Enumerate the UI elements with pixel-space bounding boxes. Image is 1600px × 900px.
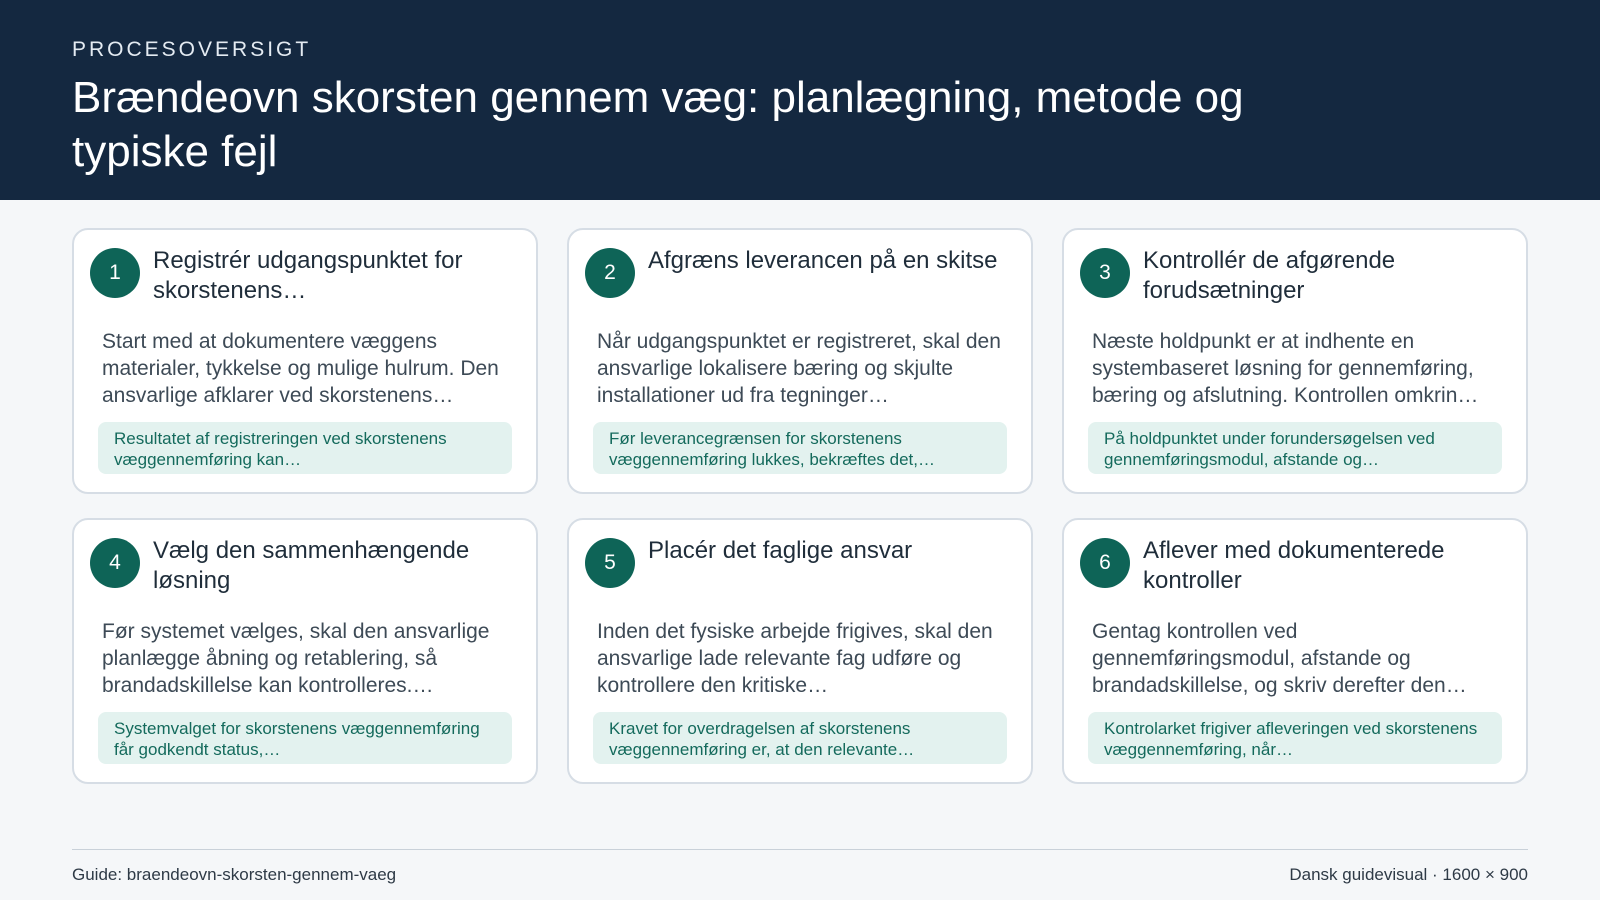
step-number-badge: 1 xyxy=(90,248,140,298)
step-number-badge: 3 xyxy=(1080,248,1130,298)
step-title: Registrér udgangspunktet for skorstenens… xyxy=(153,247,463,304)
header xyxy=(0,0,1600,200)
step-card-2 xyxy=(567,228,1033,494)
step-title: Vælg den sammenhængende løsning xyxy=(153,537,470,594)
step-number-badge: 4 xyxy=(90,538,140,588)
step-description: Næste holdpunkt er at indhente en systembaseret løsning for gennemføring, bæring og afslutning. Kontrollen omkrin… xyxy=(1092,330,1479,407)
footer-meta: Dansk guidevisual · 1600 × 900 xyxy=(1289,865,1528,884)
step-title: Afgræns leverancen på en skitse xyxy=(648,247,998,274)
step-card-header xyxy=(585,246,1009,316)
step-note: På holdpunktet under forundersøgelsen ved gennemføringsmodul, afstande og… xyxy=(1088,422,1502,474)
step-card-5 xyxy=(567,518,1033,784)
step-description: Start med at dokumentere væggens materialer, tykkelse og mulige hulrum. Den ansvarlige afklarer ved skorstenens… xyxy=(102,330,499,407)
step-description: Inden det fysiske arbejde frigives, skal den ansvarlige lade relevante fag udføre og kontrollere den kritiske… xyxy=(597,620,993,697)
step-description: Gentag kontrollen ved gennemføringsmodul, afstande og brandadskillelse, og skriv derefter den… xyxy=(1092,620,1467,697)
step-note: Kravet for overdragelsen af skorstenens væggennemføring er, at den relevante… xyxy=(593,712,1007,764)
step-description: Før systemet vælges, skal den ansvarlige planlægge åbning og retablering, så brandadskillelse kan kontrolleres.… xyxy=(102,620,490,697)
step-note: Før leverancegrænsen for skorstenens væggennemføring lukkes, bekræftes det,… xyxy=(593,422,1007,474)
step-title: Aflever med dokumenterede kontroller xyxy=(1143,537,1445,594)
step-card-header xyxy=(1080,536,1504,606)
step-card-header xyxy=(90,246,514,316)
step-card-4 xyxy=(72,518,538,784)
step-note: Resultatet af registreringen ved skorstenens væggennemføring kan… xyxy=(98,422,512,474)
page-title: Brændeovn skorsten gennem væg: planlægning, metode og typiske fejl xyxy=(72,73,1244,176)
step-title: Placér det faglige ansvar xyxy=(648,537,913,564)
step-number-badge: 5 xyxy=(585,538,635,588)
step-card-1 xyxy=(72,228,538,494)
footer-divider xyxy=(72,849,1528,850)
step-card-header xyxy=(90,536,514,606)
process-steps-grid xyxy=(72,228,1528,784)
step-card-6 xyxy=(1062,518,1528,784)
step-description: Når udgangspunktet er registreret, skal den ansvarlige lokalisere bæring og skjulte installationer ud fra tegninger… xyxy=(597,330,1001,407)
step-card-header xyxy=(1080,246,1504,316)
eyebrow-label: PROCESOVERSIGT xyxy=(72,38,312,61)
step-card-3 xyxy=(1062,228,1528,494)
step-note: Kontrolarket frigiver afleveringen ved skorstenens væggennemføring, når… xyxy=(1088,712,1502,764)
step-title: Kontrollér de afgørende forudsætninger xyxy=(1143,247,1396,304)
step-card-header xyxy=(585,536,1009,606)
footer-guide-slug: Guide: braendeovn-skorsten-gennem-vaeg xyxy=(72,865,397,884)
step-note: Systemvalget for skorstenens væggennemføring får godkendt status,… xyxy=(98,712,512,764)
step-number-badge: 6 xyxy=(1080,538,1130,588)
step-number-badge: 2 xyxy=(585,248,635,298)
